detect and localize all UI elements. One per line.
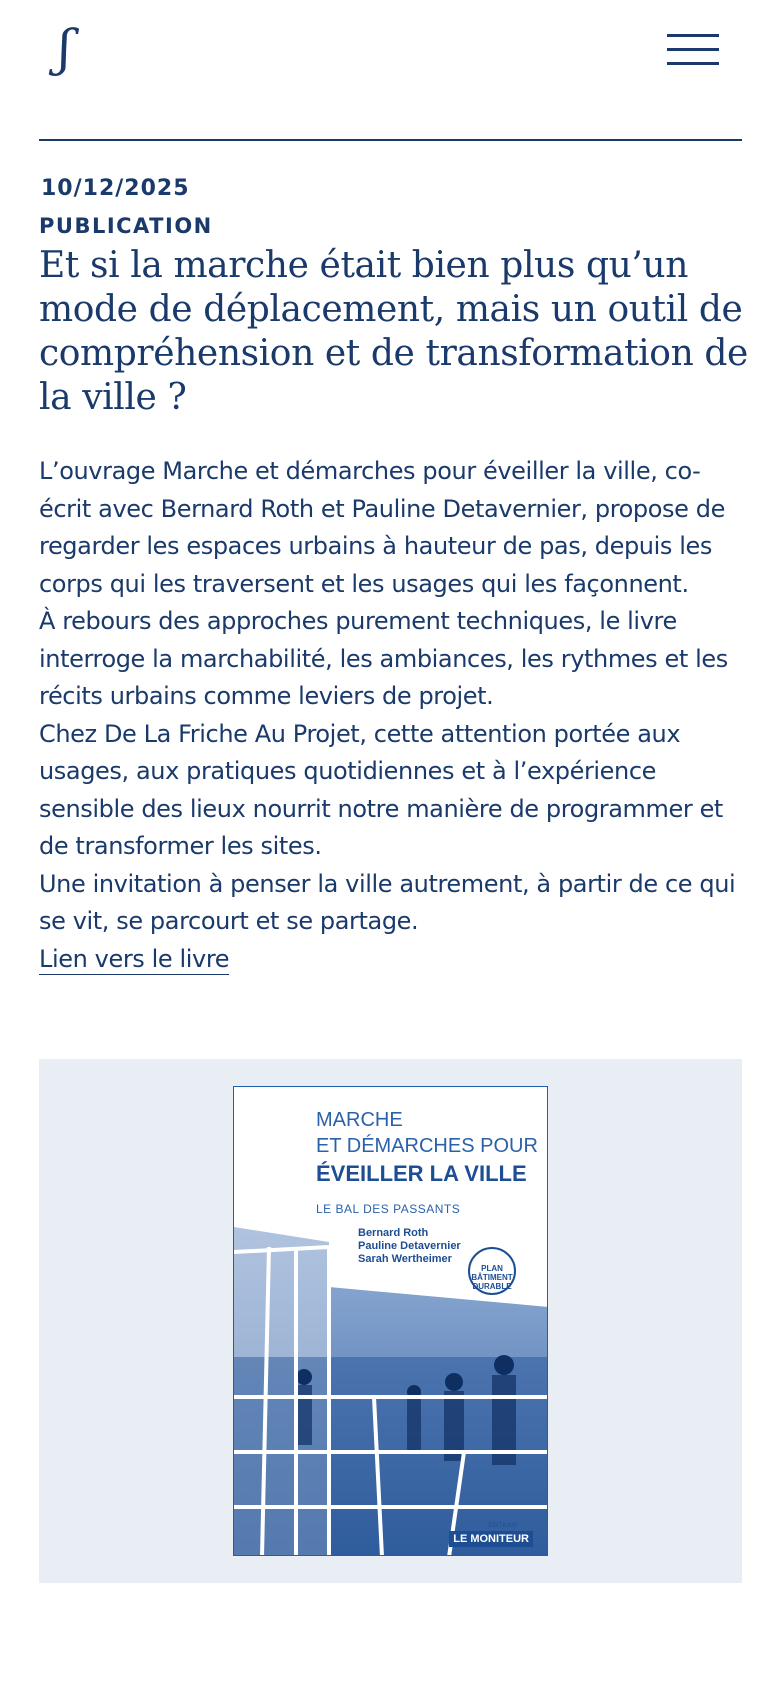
article-date: 10/12/2025 bbox=[41, 176, 190, 201]
cover-subtitle: LE BAL DES PASSANTS bbox=[316, 1202, 461, 1216]
article-paragraph: Chez De La Friche Au Projet, cette attention portée aux usages, aux pratiques quotidiennes et à l’expérience sensible des lieux nourrit notre manière de programmer et de transformer les sites. bbox=[39, 719, 723, 860]
article-paragraph: À rebours des approches purement techniques, le livre interroge la marchabilité, les ambiances, les rythmes et les récits urbains comme leviers de projet. bbox=[39, 607, 728, 710]
article-paragraph: Une invitation à penser la ville autrement, à partir de ce qui se vit, se parcourt et se partage. bbox=[39, 869, 736, 935]
cover-title-line1: MARCHE bbox=[316, 1109, 403, 1131]
cover-title-line2: ET DÉMARCHES POUR bbox=[316, 1135, 538, 1157]
seal-text: PLAN BÂTIMENT DURABLE bbox=[471, 1264, 513, 1291]
book-link-wrapper bbox=[39, 941, 751, 979]
publisher-logo: LE MONITEUR bbox=[449, 1531, 533, 1547]
article-paragraph: L’ouvrage Marche et démarches pour éveiller la ville, co-écrit avec Bernard Roth et Pauline Detavernier, propose de regarder les espaces urbains à hauteur de pas, depuis les corps qui les traversent et les usages qui les façonnent. bbox=[39, 457, 725, 598]
book-image-panel bbox=[39, 1059, 742, 1583]
article-category[interactable]: PUBLICATION bbox=[39, 214, 213, 238]
publisher-editions: ÉDITIONS bbox=[488, 1523, 517, 1529]
header-divider bbox=[39, 139, 742, 141]
cover-authors bbox=[358, 1227, 461, 1266]
article-body bbox=[39, 453, 751, 978]
cover-author: Pauline Detavernier bbox=[358, 1240, 461, 1252]
menu-bar-bottom bbox=[667, 62, 719, 65]
book-cover-image bbox=[233, 1086, 548, 1556]
cover-title-line3: ÉVEILLER LA VILLE bbox=[316, 1161, 527, 1186]
cover-author: Sarah Wertheimer bbox=[358, 1253, 452, 1265]
menu-bar-top bbox=[667, 34, 719, 37]
site-logo[interactable]: ʃ bbox=[58, 19, 72, 77]
cover-author: Bernard Roth bbox=[358, 1227, 429, 1239]
book-link[interactable]: Lien vers le livre bbox=[39, 944, 230, 973]
menu-bar-middle bbox=[667, 48, 719, 51]
article-title: Et si la marche était bien plus qu’un mode de déplacement, mais un outil de compréhension et de transformation de la ville ? bbox=[39, 245, 748, 418]
hamburger-menu-icon[interactable] bbox=[667, 32, 719, 66]
plan-batiment-durable-seal bbox=[468, 1247, 516, 1295]
